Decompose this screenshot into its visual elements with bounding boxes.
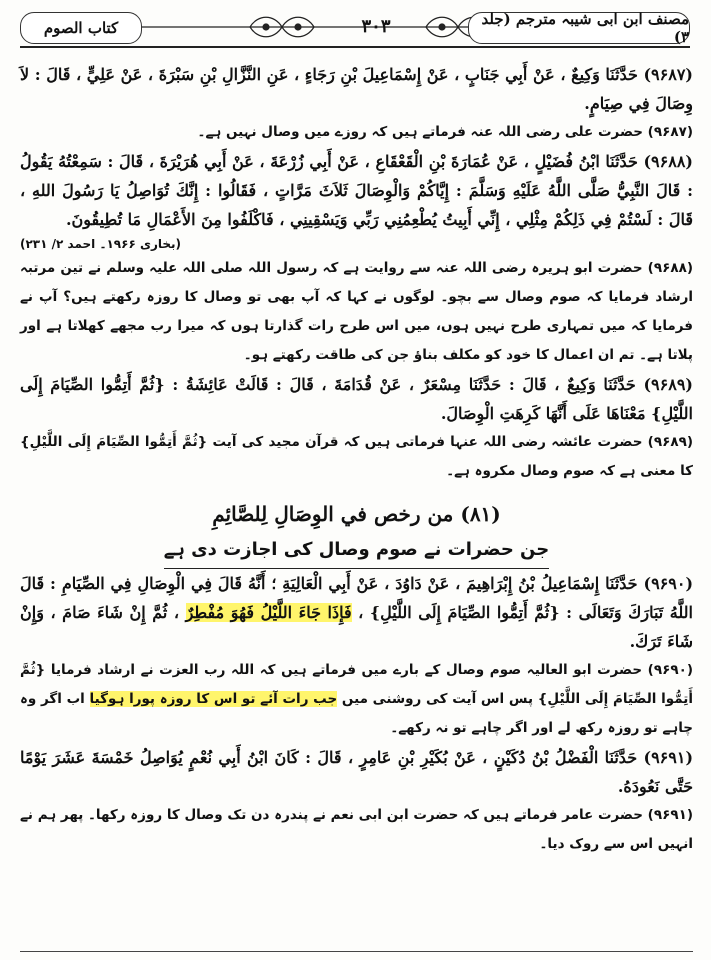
footer-divider (20, 951, 693, 952)
book-title: مصنف ابن ابی شیبہ مترجم (جلد ۳) (468, 12, 690, 44)
urdu-translation-9688: (۹۶۸۸) حضرت ابو ہریرہ رضی اللہ عنہ سے روایت ہے کہ رسول اللہ صلی اللہ علیہ وسلم نے تین مرتبہ ارشاد فرمایا کہ صوم وصال سے بچو۔ لوگوں نے کہا کہ آپ بھی تو وصال کا روزہ رکھتے ہیں؟ آپ نے فرمایا کہ میں تمہاری طرح نہیں ہوں، میں اس طرح رات گذارتا ہوں کہ میرا رب مجھے کھلاتا ہے اور پلاتا ہے۔ تم ان اعمال کا خود کو مکلف بناؤ جن کی طاقت رکھتے ہو۔ (20, 260, 693, 363)
chapter-heading (20, 496, 693, 569)
page-header (20, 6, 690, 52)
urdu-translation-9687: (۹۶۸۷) حضرت علی رضی اللہ عنہ فرماتے ہیں کہ روزے میں وصال نہیں ہے۔ (197, 124, 693, 140)
highlighted-text: فَإِذَا جَاءَ اللَّيْلُ فَهُوَ مُفْطِرٌ (185, 603, 352, 622)
arabic-hadith-9690: (۹۶۹۰) حَدَّثَنَا إِسْمَاعِيلُ بْنُ إِبْرَاهِيمَ ، عَنْ دَاوُدَ ، عَنْ أَبِي الْعَالِيَةِ ؛ أَنَّهُ قَالَ فِي الْوِصَالِ فِي الصِّيَامِ : قَالَ اللَّهُ تَبَارَكَ وَتَعَالَى : {ثُمَّ أَتِمُّوا الصِّيَامَ إِلَى اللَّيْلِ} ، فَإِذَا جَاءَ اللَّيْلُ فَهُوَ مُفْطِرٌ ، ثُمَّ إِنْ شَاءَ صَامَ ، وَإِنْ شَاءَ تَرَكَ. (20, 574, 694, 651)
highlighted-text: جب رات آئے تو اس کا روزہ پورا ہوگیا (89, 691, 338, 707)
urdu-translation-9689: (۹۶۸۹) حضرت عائشہ رضی اللہ عنہا فرماتی ہیں کہ قرآن مجید کی آیت {ثُمَّ أَتِمُّوا الصِّيَامَ إِلَى اللَّيْلِ} کا معنی ہے کہ صوم وصال مکروہ ہے۔ (20, 434, 693, 479)
page-content (20, 60, 693, 859)
page-number: ۳۰۳ (361, 16, 391, 37)
chapter-arabic-title: (۸۱) من رخص في الوِصَالِ لِلصَّائِمِ (212, 502, 501, 526)
chapter-title: کتاب الصوم (20, 12, 142, 44)
arabic-hadith-9687: (۹۶۸۷) حَدَّثَنَا وَكِيعٌ ، عَنْ أَبِي جَنَابٍ ، عَنْ إِسْمَاعِيلَ بْنِ رَجَاءٍ ، عَنِ النَّزَّالِ بْنِ سَبْرَةَ ، عَنْ عَلِيٍّ ، قَالَ : لاَ وِصَالَ فِي صِيَامٍ. (20, 65, 693, 113)
arabic-hadith-9688: (۹۶۸۸) حَدَّثَنَا ابْنُ فُضَيْلٍ ، عَنْ عُمَارَةَ بْنِ الْقَعْقَاعِ ، عَنْ أَبِي زُرْعَةَ ، عَنْ أَبِي هُرَيْرَةَ ، قَالَ : سَمِعْتُهُ يَقُولُ : قَالَ النَّبِيُّ صَلَّى اللَّهُ عَلَيْهِ وَسَلَّمَ : إِيَّاكُمْ وَالْوِصَالَ ثَلاَثَ مَرَّاتٍ ، فَقَالُوا : إِنَّكَ تُوَاصِلُ يَا رَسُولَ اللهِ ، قَالَ : لَسْتُمْ فِي ذَلِكُمْ مِثْلِي ، إِنِّي أَبِيتُ يُطْعِمُنِي رَبِّي وَيَسْقِينِي ، فَاكْلَفُوا مِنَ الأَعْمَالِ مَا تُطِيقُونَ. (20, 152, 693, 229)
urdu-translation-9691: (۹۶۹۱) حضرت عامر فرماتے ہیں کہ حضرت ابن ابی نعم نے پندرہ دن تک وصال کا روزہ رکھا۔ پھر ہم نے انہیں اس سے روک دیا۔ (20, 807, 693, 852)
hadith-reference: (بخاری ۱۹۶۶۔ احمد ۲/ ۲۳۱) (20, 237, 182, 251)
urdu-translation-9690: (۹۶۹۰) حضرت ابو العالیہ صوم وصال کے بارے میں فرماتے ہیں کہ اللہ رب العزت نے ارشاد فرمایا {ثُمَّ أَتِمُّوا الصِّيَامَ إِلَى اللَّيْلِ} پس اس آیت کی روشنی میں جب رات آئے تو اس کا روزہ پورا ہوگیا اب اگر وہ چاہے تو روزہ رکھ لے اور اگر چاہے تو نہ رکھے۔ (20, 662, 693, 736)
header-divider (20, 46, 690, 48)
arabic-hadith-9689: (۹۶۸۹) حَدَّثَنَا وَكِيعٌ ، قَالَ : حَدَّثَنَا مِسْعَرٌ ، عَنْ قُدَامَةَ ، قَالَ : قَالَتْ عَائِشَةُ : {ثُمَّ أَتِمُّوا الصِّيَامَ إِلَى اللَّيْلِ} مَعْنَاهَا عَلَى أَنَّهَا كَرِهَتِ الْوِصَالَ. (20, 375, 693, 423)
chapter-urdu-title: جن حضرات نے صوم وصال کی اجازت دی ہے (164, 532, 549, 569)
arabic-hadith-9691: (۹۶۹۱) حَدَّثَنَا الْفَضْلُ بْنُ دُكَيْنٍ ، عَنْ بُكَيْرِ بْنِ عَامِرٍ ، قَالَ : كَانَ ابْنُ أَبِي نُعْمٍ يُوَاصِلُ خَمْسَةَ عَشَرَ يَوْمًا حَتَّى نَعُودَهُ. (20, 748, 694, 796)
